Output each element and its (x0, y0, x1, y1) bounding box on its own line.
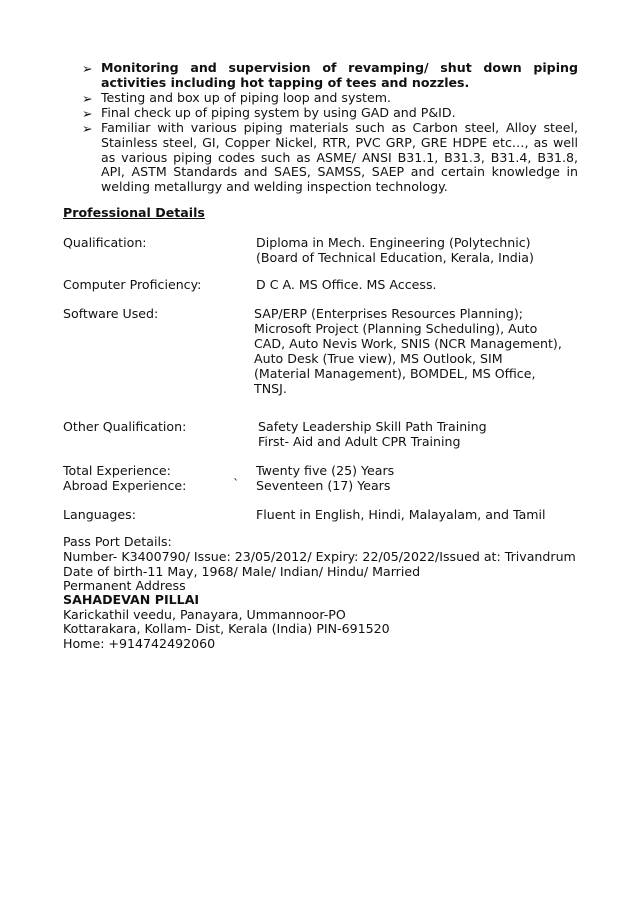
abroad-experience-value: Seventeen (17) Years (256, 478, 391, 493)
bullet-item-revamping (82, 61, 578, 91)
languages-label: Languages: (63, 507, 136, 522)
section-title: Professional Details (63, 205, 205, 220)
bullet-item-testing (82, 91, 578, 106)
bullet-item-final-check (82, 106, 578, 121)
other-qualification-line: Safety Leadership Skill Path Training (258, 419, 487, 434)
date-of-birth: Date of birth-11 May, 1968/ Male/ Indian/ Hindu/ Married (63, 564, 421, 579)
qualification-value (256, 235, 534, 265)
software-line: (Material Management), BOMDEL, MS Office, (254, 366, 536, 381)
languages-value: Fluent in English, Hindi, Malayalam, and Tamil (256, 507, 546, 522)
software-line: Auto Desk (True view), MS Outlook, SIM (254, 351, 503, 366)
software-line: CAD, Auto Nevis Work, SNIS (NCR Management), (254, 336, 562, 351)
bullet-text: Familiar with various piping materials such as Carbon steel, Alloy steel, Stainless steel, GI, Copper Nickel, RTR, PVC GRP, GRE HDPE etc…, as well as various piping codes such as ASME/ ANSI B31.1, B31.3, B31.4, B31.8, API, ASTM Standards and SAES, SAMSS, SAEP and certain knowledge in welding metallurgy and welding inspection technology. (101, 120, 578, 195)
software-value (254, 306, 562, 396)
bullet-text: Monitoring and supervision of revamping/ shut down piping activities including hot tapping of tees and nozzles. (101, 60, 578, 90)
arrow-bullet-icon: ➢ (82, 91, 93, 106)
software-line: Microsoft Project (Planning Scheduling), Auto (254, 321, 538, 336)
passport-number: Number- K3400790/ Issue: 23/05/2012/ Expiry: 22/05/2022/Issued at: Trivandrum (63, 549, 576, 564)
software-line: SAP/ERP (Enterprises Resources Planning); (254, 306, 523, 321)
qualification-label: Qualification: (63, 235, 147, 250)
total-experience-label: Total Experience: (63, 463, 171, 478)
arrow-bullet-icon: ➢ (82, 121, 93, 136)
other-qualification-value (258, 419, 487, 449)
person-name: SAHADEVAN PILLAI (63, 592, 200, 607)
other-qualification-label: Other Qualification: (63, 419, 187, 434)
software-label: Software Used: (63, 306, 159, 321)
other-qualification-line: First- Aid and Adult CPR Training (258, 434, 461, 449)
qualification-line: (Board of Technical Education, Kerala, India) (256, 250, 534, 265)
home-phone: Home: +914742492060 (63, 636, 216, 651)
abroad-experience-label: Abroad Experience: (63, 478, 187, 493)
address-title: Permanent Address (63, 578, 186, 593)
qualification-line: Diploma in Mech. Engineering (Polytechnic) (256, 235, 531, 250)
passport-title: Pass Port Details: (63, 534, 172, 549)
address-line-2: Kottarakara, Kollam- Dist, Kerala (India) PIN-691520 (63, 621, 390, 636)
computer-label: Computer Proficiency: (63, 277, 202, 292)
computer-value: D C A. MS Office. MS Access. (256, 277, 437, 292)
total-experience-value: Twenty five (25) Years (256, 463, 395, 478)
bullet-text: Final check up of piping system by using GAD and P&ID. (101, 105, 456, 120)
bullet-text: Testing and box up of piping loop and system. (101, 90, 391, 105)
software-line: TNSJ. (254, 381, 287, 396)
backtick-mark: ` (233, 476, 240, 491)
arrow-bullet-icon: ➢ (82, 106, 93, 121)
arrow-bullet-icon: ➢ (82, 61, 93, 76)
bullet-item-materials (82, 121, 578, 195)
address-line-1: Karickathil veedu, Panayara, Ummannoor-PO (63, 607, 346, 622)
